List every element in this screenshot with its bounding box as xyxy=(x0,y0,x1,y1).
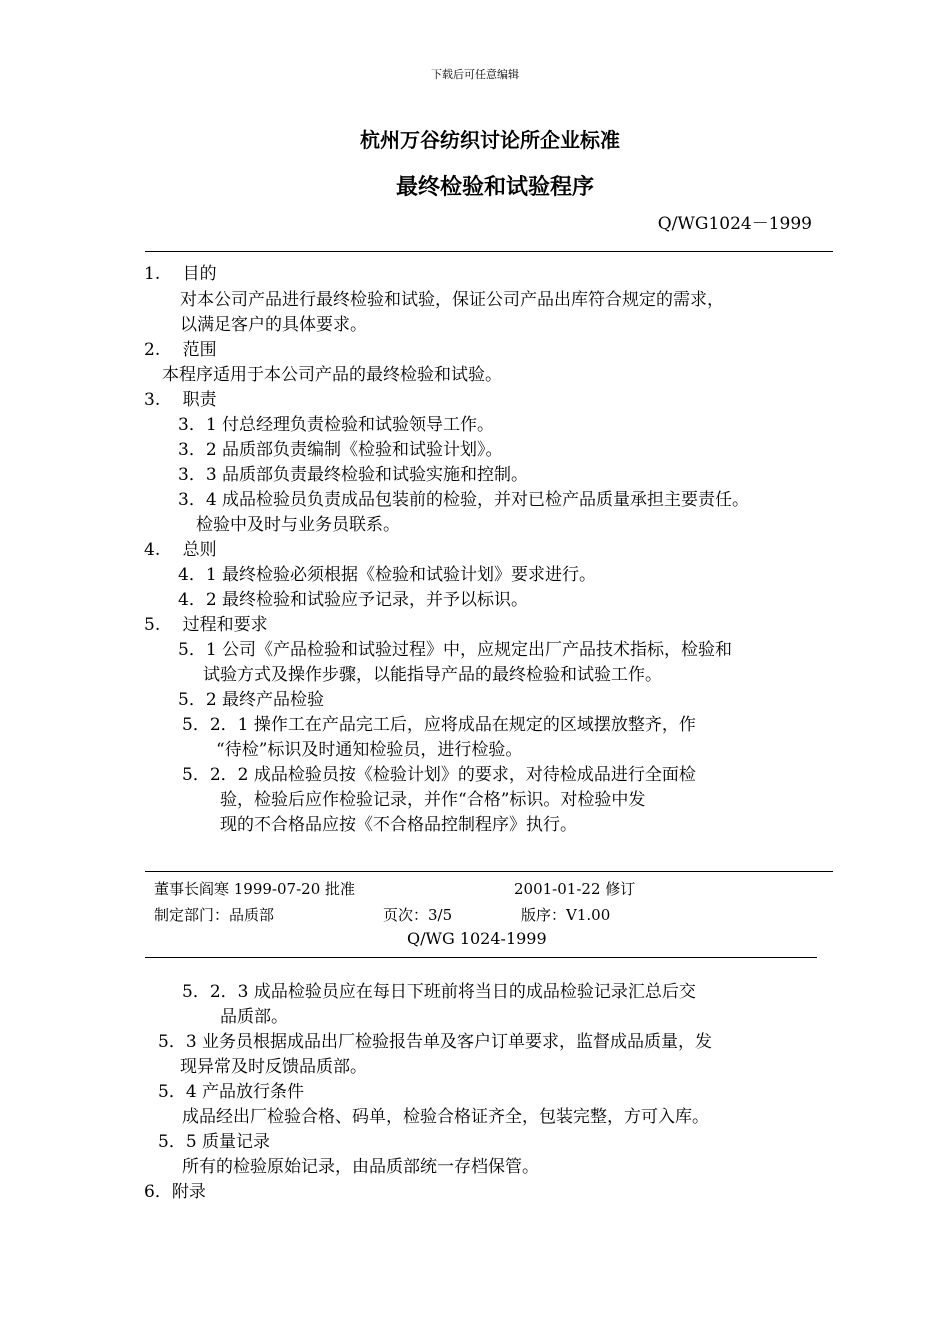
section-3-heading: 3. 职责 xyxy=(144,390,217,410)
version-info: 版序：V1.00 xyxy=(521,906,611,924)
clause-5-2-3: 5．2．3 成品检验员应在每日下班前将当日的成品检验记录汇总后交 xyxy=(182,982,696,1002)
section-1-text: 以满足客户的具体要求。 xyxy=(180,315,367,335)
clause-5-2-2-cont: 现的不合格品应按《不合格品控制程序》执行。 xyxy=(220,815,577,835)
clause-5-2-1: 5．2．1 操作工在产品完工后，应将成品在规定的区域摆放整齐，作 xyxy=(182,715,696,735)
document-title: 最终检验和试验程序 xyxy=(395,175,594,200)
clause-5-5: 5．5 质量记录 xyxy=(158,1132,271,1152)
clause-5-2-1-cont: “待检”标识及时通知检验员，进行检验。 xyxy=(216,740,523,760)
clause-5-3: 5．3 业务员根据成品出厂检验报告单及客户订单要求，监督成品质量，发 xyxy=(158,1032,713,1052)
section-6-heading: 6．附录 xyxy=(144,1182,206,1202)
clause-3-4: 3．4 成品检验员负责成品包装前的检验，并对已检产品质量承担主要责任。 xyxy=(178,490,750,510)
section-2-text: 本程序适用于本公司产品的最终检验和试验。 xyxy=(162,365,502,385)
section-1-heading: 1. 目的 xyxy=(144,264,217,284)
approval-info: 董事长阎寒 1999-07-20 批准 xyxy=(154,880,356,898)
clause-4-2: 4．2 最终检验和试验应予记录，并予以标识。 xyxy=(178,590,529,610)
section-1-text: 对本公司产品进行最终检验和试验，保证公司产品出库符合规定的需求， xyxy=(180,290,724,310)
clause-3-1: 3．1 付总经理负责检验和试验领导工作。 xyxy=(178,415,495,435)
clause-3-3: 3．3 品质部负责最终检验和试验实施和控制。 xyxy=(178,465,529,485)
section-5-heading: 5. 过程和要求 xyxy=(144,615,268,635)
revision-info: 2001-01-22 修订 xyxy=(514,880,636,898)
footer-top-rule xyxy=(145,871,833,872)
clause-5-2-2-cont: 验，检验后应作检验记录，并作“合格”标识。对检验中发 xyxy=(220,790,646,810)
footer-bottom-rule xyxy=(145,957,817,958)
clause-3-2: 3．2 品质部负责编制《检验和试验计划》。 xyxy=(178,440,503,460)
clause-5-4-text: 成品经出厂检验合格、码单，检验合格证齐全，包装完整，方可入库。 xyxy=(182,1107,709,1127)
footer-doc-code: Q/WG 1024-1999 xyxy=(407,929,547,948)
title-rule xyxy=(145,251,833,252)
clause-5-2: 5．2 最终产品检验 xyxy=(178,690,325,710)
clause-5-1-cont: 试验方式及操作步骤，以能指导产品的最终检验和试验工作。 xyxy=(203,665,662,685)
clause-5-3-cont: 现异常及时反馈品质部。 xyxy=(180,1057,367,1077)
clause-5-2-2: 5．2．2 成品检验员按《检验计划》的要求，对待检成品进行全面检 xyxy=(182,765,696,785)
department-info: 制定部门：品质部 xyxy=(154,906,275,924)
section-4-heading: 4. 总则 xyxy=(144,540,217,560)
clause-3-4-cont: 检验中及时与业务员联系。 xyxy=(196,515,400,535)
clause-4-1: 4．1 最终检验必须根据《检验和试验计划》要求进行。 xyxy=(178,565,597,585)
organization-title: 杭州万谷纺织讨论所企业标准 xyxy=(360,128,620,152)
section-2-heading: 2. 范围 xyxy=(144,340,217,360)
document-number: Q/WG1024－1999 xyxy=(657,214,812,234)
page-info: 页次：3/5 xyxy=(383,906,453,924)
clause-5-5-text: 所有的检验原始记录，由品质部统一存档保管。 xyxy=(182,1157,539,1177)
header-note: 下载后可任意编辑 xyxy=(431,68,519,81)
clause-5-1: 5．1 公司《产品检验和试验过程》中，应规定出厂产品技术指标，检验和 xyxy=(178,640,733,660)
clause-5-4: 5．4 产品放行条件 xyxy=(158,1082,305,1102)
clause-5-2-3-cont: 品质部。 xyxy=(220,1007,288,1027)
